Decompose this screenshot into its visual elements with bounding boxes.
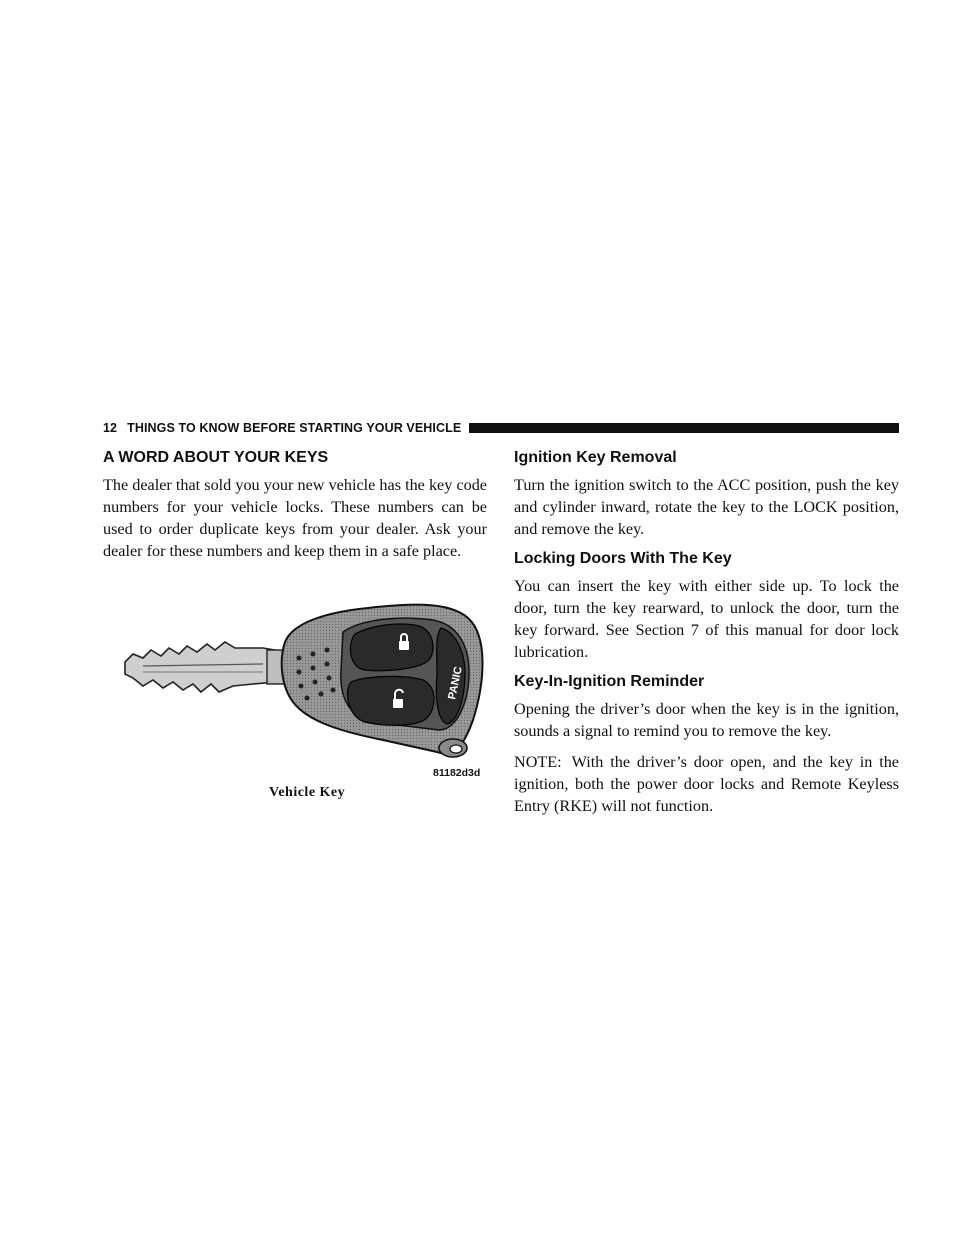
reminder-heading: Key-In-Ignition Reminder	[514, 673, 705, 690]
unlock-button	[347, 676, 434, 725]
locking-doors-heading: Locking Doors With The Key	[514, 550, 732, 567]
right-column	[514, 448, 899, 826]
vehicle-key-illustration	[103, 590, 503, 780]
lock-button	[350, 624, 433, 671]
header-text	[103, 421, 461, 435]
figure-caption: Vehicle Key	[269, 785, 346, 800]
page-number: 12	[103, 421, 118, 435]
ignition-removal-heading: Ignition Key Removal	[514, 449, 677, 466]
locking-doors-paragraph: You can insert the key with either side up. To lock the door, turn the key rearward, to unlock the door, turn the key forward. See Section 7 of this manual for door lock lubrication.	[514, 577, 899, 661]
header-title: THINGS TO KNOW BEFORE STARTING YOUR VEHICLE	[127, 421, 462, 435]
header-bar	[469, 423, 899, 433]
left-column	[103, 448, 487, 572]
note-paragraph	[514, 751, 899, 817]
ignition-removal-paragraph: Turn the ignition switch to the ACC position, push the key and cylinder inward, rotate the key to the LOCK position, and remove the key.	[514, 476, 899, 538]
note-label: NOTE:	[514, 753, 562, 771]
vehicle-key-figure	[103, 590, 503, 810]
page-header	[103, 421, 899, 435]
key-blade	[125, 642, 275, 692]
figure-code: 81182d3d	[433, 767, 481, 779]
keys-heading: A WORD ABOUT YOUR KEYS	[103, 449, 329, 466]
panic-label: PANIC	[446, 665, 465, 701]
keys-paragraph: The dealer that sold you your new vehicle has the key code numbers for your vehicle locks. These numbers can be used to order duplicate keys from your dealer. Ask your dealer for these numbers and keep them in a safe place.	[103, 476, 487, 560]
note-text: With the driver’s door open, and the key in the ignition, both the power door locks and Remote Keyless Entry (RKE) will not function.	[514, 753, 899, 815]
reminder-paragraph: Opening the driver’s door when the key is in the ignition, sounds a signal to remind you to remove the key.	[514, 700, 899, 740]
